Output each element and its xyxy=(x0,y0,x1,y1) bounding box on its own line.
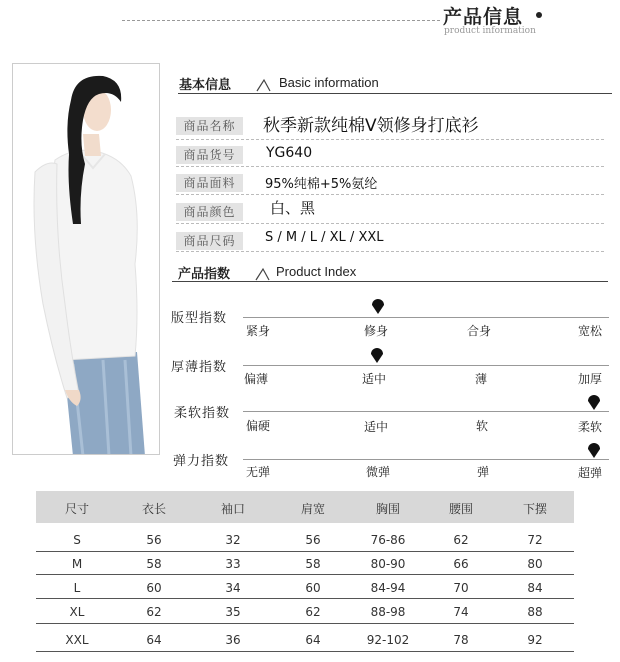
table-cell: 84-94 xyxy=(370,581,406,595)
table-cell: 58 xyxy=(305,557,321,571)
scale-option: 修身 xyxy=(364,324,389,338)
scale-option: 偏薄 xyxy=(244,372,269,386)
table-cell: 34 xyxy=(225,581,241,595)
product-index-heading: 产品指数 xyxy=(178,267,231,282)
heading-caret-icon xyxy=(255,267,275,281)
row-divider xyxy=(176,251,604,252)
scale-track xyxy=(243,411,609,412)
table-row-divider xyxy=(36,623,574,624)
scale-track xyxy=(243,459,609,460)
table-cell: 35 xyxy=(225,605,241,619)
label-product-code: 商品货号 xyxy=(176,146,243,164)
table-cell: XL xyxy=(69,605,85,619)
product-index-rule xyxy=(172,281,608,282)
table-cell: 88 xyxy=(527,605,543,619)
table-header-cell: 尺寸 xyxy=(64,502,89,516)
scale-track xyxy=(243,317,609,318)
table-cell: 60 xyxy=(305,581,321,595)
row-divider xyxy=(176,139,604,140)
value-sizes: S / M / L / XL / XXL xyxy=(265,230,384,245)
scale-track xyxy=(243,365,609,366)
scale-marker-icon xyxy=(371,298,385,314)
table-cell: 76-86 xyxy=(370,533,406,547)
table-cell: XXL xyxy=(65,633,89,647)
table-cell: 74 xyxy=(453,605,469,619)
table-cell: 33 xyxy=(225,557,241,571)
table-cell: 72 xyxy=(527,533,543,547)
table-cell: 64 xyxy=(305,633,321,647)
scale-option: 适中 xyxy=(362,372,387,386)
scale-option: 弹 xyxy=(477,465,490,479)
scale-marker-icon xyxy=(370,347,384,363)
scale-option: 柔软 xyxy=(578,420,603,434)
table-cell: 60 xyxy=(146,581,162,595)
table-cell: M xyxy=(71,557,83,571)
scale-option: 合身 xyxy=(467,324,492,338)
table-cell: 92 xyxy=(527,633,543,647)
heading-caret-icon xyxy=(256,78,276,92)
scale-option: 宽松 xyxy=(578,324,603,338)
scale-name-softness: 柔软指数 xyxy=(174,406,231,421)
model-illustration xyxy=(13,64,160,455)
table-row-divider xyxy=(36,598,574,599)
scale-option: 无弹 xyxy=(246,465,271,479)
row-divider xyxy=(176,194,604,195)
table-cell: 80 xyxy=(527,557,543,571)
table-cell: 80-90 xyxy=(370,557,406,571)
table-row-divider xyxy=(36,551,574,552)
table-cell: 62 xyxy=(146,605,162,619)
scale-option: 超弹 xyxy=(578,466,603,480)
table-cell: 88-98 xyxy=(370,605,406,619)
page-title: 产品信息 xyxy=(443,6,524,28)
label-color: 商品颜色 xyxy=(176,203,243,221)
table-cell: 58 xyxy=(146,557,162,571)
scale-name-elasticity: 弹力指数 xyxy=(173,454,230,469)
table-header-cell: 胸围 xyxy=(375,502,400,516)
scale-option: 紧身 xyxy=(246,324,271,338)
table-cell: 92-102 xyxy=(366,633,410,647)
table-cell: 56 xyxy=(146,533,162,547)
scale-option: 薄 xyxy=(475,372,488,386)
scale-option: 软 xyxy=(476,419,489,433)
header-dotted-rule xyxy=(122,20,440,21)
value-product-code: YG640 xyxy=(266,145,313,161)
table-header-cell: 袖口 xyxy=(220,502,245,516)
product-index-heading-en: Product Index xyxy=(276,264,357,279)
title-dot xyxy=(536,12,542,18)
table-header-cell: 衣长 xyxy=(141,502,166,516)
table-cell: S xyxy=(73,533,81,547)
scale-name-fit: 版型指数 xyxy=(171,311,228,326)
table-header-cell: 腰围 xyxy=(448,502,473,516)
page-subtitle: product information xyxy=(444,26,536,36)
label-fabric: 商品面料 xyxy=(176,174,243,192)
table-cell: 64 xyxy=(146,633,162,647)
table-header-cell: 肩宽 xyxy=(300,502,325,516)
scale-marker-icon xyxy=(587,442,601,458)
label-product-name: 商品名称 xyxy=(176,117,243,135)
table-cell: L xyxy=(73,581,81,595)
basic-info-heading: 基本信息 xyxy=(179,78,232,93)
table-header-cell: 下摆 xyxy=(522,502,547,516)
table-cell: 70 xyxy=(453,581,469,595)
table-cell: 36 xyxy=(225,633,241,647)
basic-info-rule xyxy=(178,93,612,94)
table-cell: 32 xyxy=(225,533,241,547)
table-row-divider xyxy=(36,574,574,575)
scale-option: 偏硬 xyxy=(246,419,271,433)
scale-name-thickness: 厚薄指数 xyxy=(171,360,228,375)
table-cell: 56 xyxy=(305,533,321,547)
table-cell: 84 xyxy=(527,581,543,595)
scale-option: 适中 xyxy=(364,420,389,434)
basic-info-heading-en: Basic information xyxy=(279,75,379,90)
table-cell: 62 xyxy=(305,605,321,619)
row-divider xyxy=(176,223,604,224)
table-cell: 62 xyxy=(453,533,469,547)
scale-option: 微弹 xyxy=(366,465,391,479)
label-sizes: 商品尺码 xyxy=(176,232,243,250)
scale-option: 加厚 xyxy=(578,372,603,386)
scale-marker-icon xyxy=(587,394,601,410)
value-product-name: 秋季新款纯棉V领修身打底衫 xyxy=(263,116,479,136)
value-fabric: 95%纯棉+5%氨纶 xyxy=(265,177,378,192)
table-row-divider xyxy=(36,651,574,652)
table-cell: 78 xyxy=(453,633,469,647)
value-color: 白、黑 xyxy=(270,199,316,217)
row-divider xyxy=(176,166,604,167)
product-photo xyxy=(12,63,160,455)
table-cell: 66 xyxy=(453,557,469,571)
